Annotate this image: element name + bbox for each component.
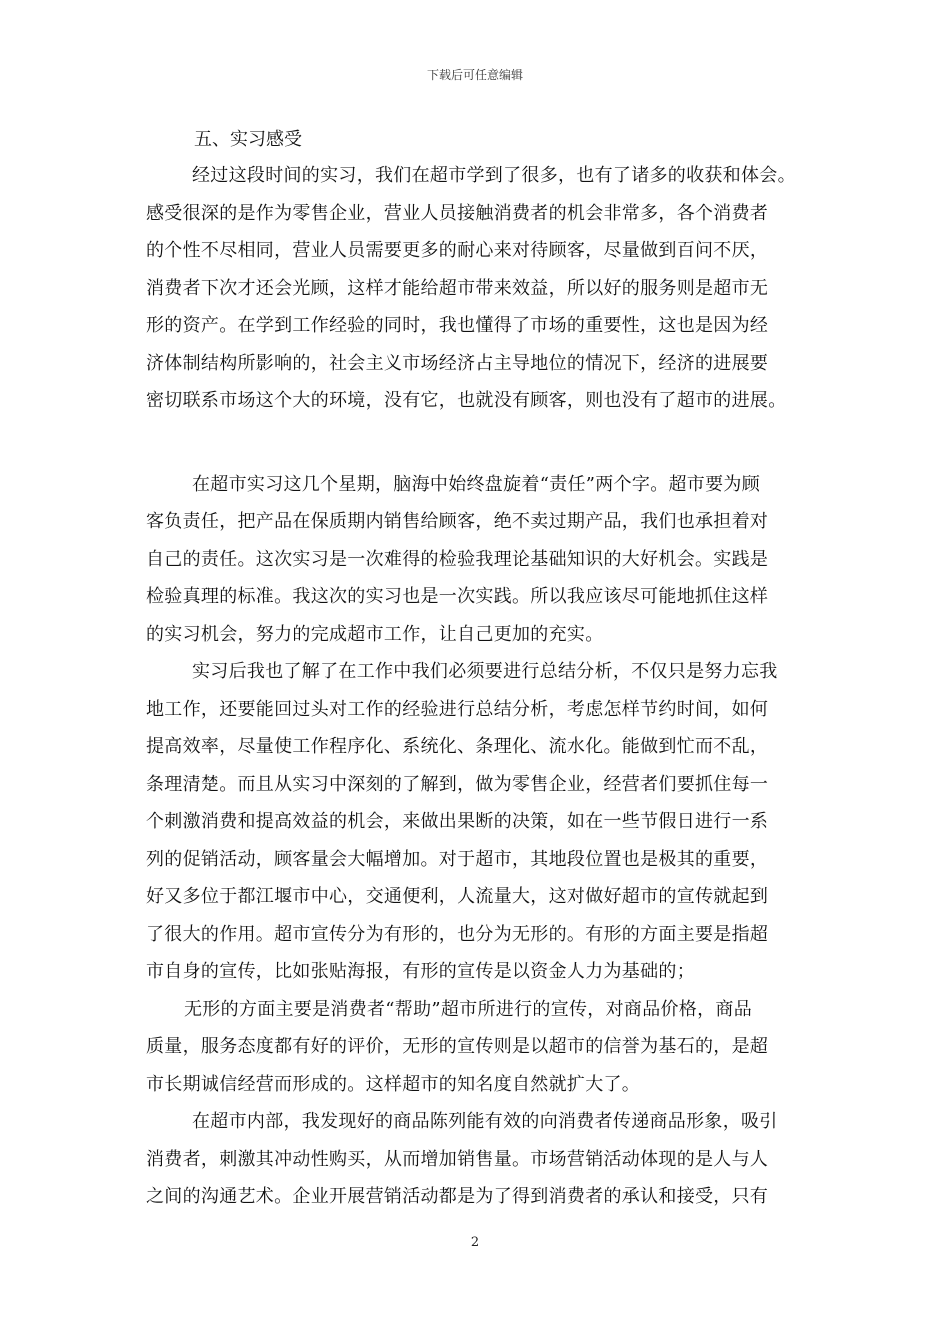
paragraph-2 (146, 466, 806, 654)
paragraph-line: 济体制结构所影响的，社会主义市场经济占主导地位的情况下，经济的进展要 (146, 352, 769, 374)
page-number: 2 (470, 1235, 480, 1250)
paragraph-line: 消费者，刺激其冲动性购买，从而增加销售量。市场营销活动体现的是人与人 (146, 1148, 769, 1170)
paragraph-line: 感受很深的是作为零售企业，营业人员接触消费者的机会非常多，各个消费者 (146, 202, 769, 224)
paragraph-line: 实习后我也了解了在工作中我们必须要进行总结分析，不仅只是努力忘我 (192, 661, 778, 682)
paragraph-line: 客负责任，把产品在保质期内销售给顾客，绝不卖过期产品，我们也承担着对 (146, 511, 769, 532)
paragraph-line: 密切联系市场这个大的环境，没有它，也就没有顾客，则也没有了超市的进展。 (146, 390, 787, 411)
paragraph-line: 的个性不尽相同，营业人员需要更多的耐心来对待顾客，尽量做到百问不厌， (146, 240, 769, 261)
paragraph-line: 在超市内部，我发现好的商品陈列能有效的向消费者传递商品形象，吸引 (192, 1111, 778, 1132)
section-heading: 五、实习感受 (194, 129, 302, 150)
document-body (146, 123, 806, 1216)
paragraph-line: 之间的沟通艺术。企业开展营销活动都是为了得到消费者的承认和接受，只有 (146, 1186, 769, 1207)
paragraph-line: 条理清楚。而且从实习中深刻的了解到，做为零售企业，经营者们要抓住每一 (146, 773, 769, 795)
paragraph-1 (146, 157, 806, 420)
paragraph-spacer (146, 420, 806, 466)
paragraph-line: 形的资产。在学到工作经验的同时，我也懂得了市场的重要性，这也是因为经 (146, 315, 769, 336)
paragraph-line: 地工作，还要能回过头对工作的经验进行总结分析，考虑怎样节约时间，如何 (146, 698, 769, 720)
paragraph-line: 了很大的作用。超市宣传分为有形的，也分为无形的。有形的方面主要是指超 (146, 923, 769, 945)
paragraph-line: 消费者下次才还会光顾，这样才能给超市带来效益，所以好的服务则是超市无 (146, 277, 769, 299)
paragraph-line: 个刺激消费和提高效益的机会，来做出果断的决策，如在一些节假日进行一系 (146, 811, 769, 832)
paragraph-line: 提高效率，尽量使工作程序化、系统化、条理化、流水化。能做到忙而不乱， (146, 736, 769, 757)
paragraph-line: 自己的责任。这次实习是一次难得的检验我理论基础知识的大好机会。实践是 (146, 548, 769, 570)
paragraph-4 (146, 991, 806, 1104)
paragraph-5 (146, 1103, 806, 1216)
page-header: 下载后可任意编辑 (426, 68, 523, 82)
paragraph-line: 无形的方面主要是消费者“帮助”超市所进行的宣传，对商品价格，商品 (184, 998, 753, 1020)
paragraph-line: 经过这段时间的实习，我们在超市学到了很多，也有了诸多的收获和体会。 (192, 165, 796, 186)
paragraph-line: 在超市实习这几个星期，脑海中始终盘旋着“责任”两个字。超市要为顾 (192, 473, 761, 495)
paragraph-line: 质量，服务态度都有好的评价，无形的宣传则是以超市的信誉为基石的，是超 (146, 1036, 769, 1057)
paragraph-line: 市自身的宣传，比如张贴海报，有形的宣传是以资金人力为基础的； (146, 961, 695, 982)
paragraph-line: 列的促销活动，顾客量会大幅增加。对于超市，其地段位置也是极其的重要， (146, 848, 769, 870)
paragraph-line: 好又多位于都江堰市中心，交通便利，人流量大，这对做好超市的宣传就起到 (146, 886, 769, 907)
paragraph-line: 检验真理的标准。我这次的实习也是一次实践。所以我应该尽可能地抓住这样 (146, 586, 769, 607)
paragraph-line: 的实习机会，努力的完成超市工作，让自己更加的充实。 (146, 623, 604, 645)
paragraph-line: 市长期诚信经营而形成的。这样超市的知名度自然就扩大了。 (146, 1073, 641, 1095)
paragraph-3 (146, 653, 806, 991)
